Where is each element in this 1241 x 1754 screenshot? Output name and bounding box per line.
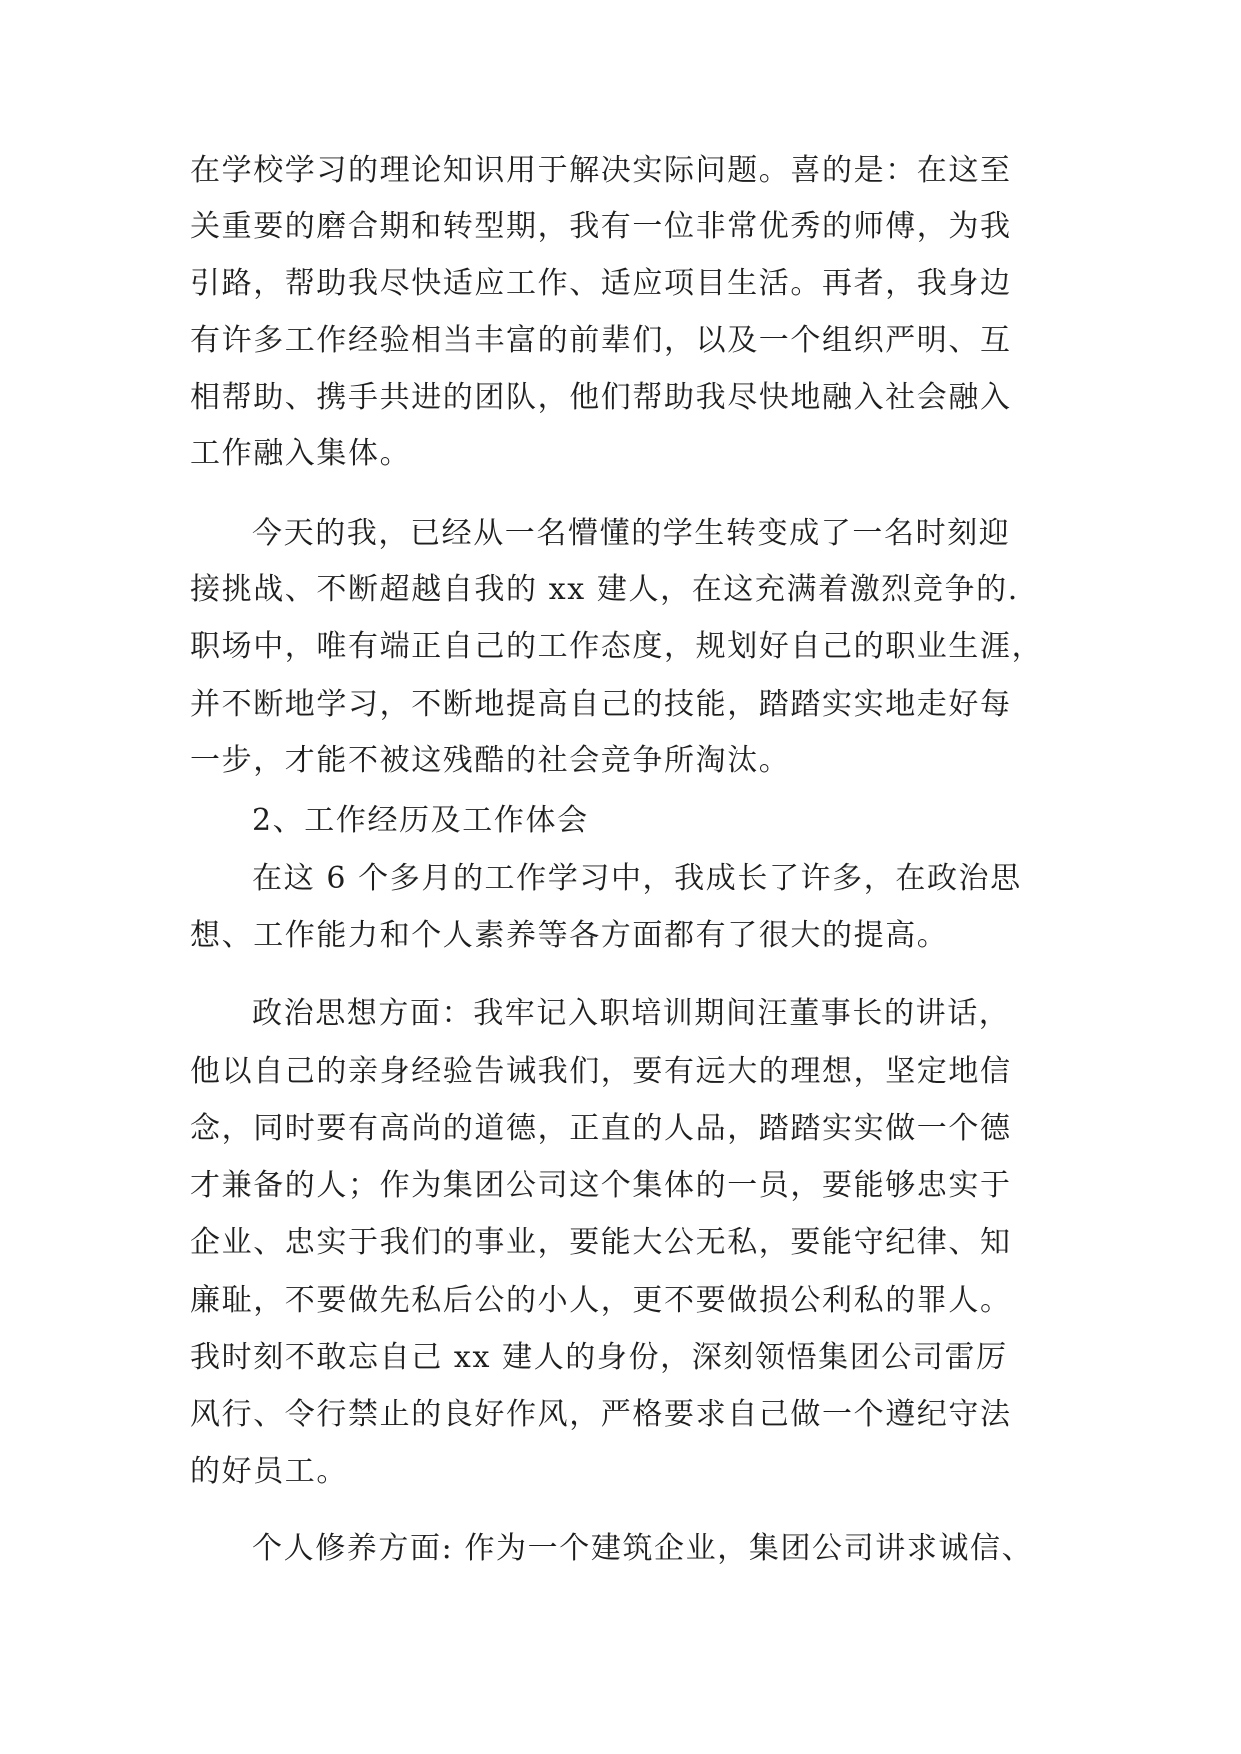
text-line: 风行、令行禁止的良好作风，严格要求自己做一个遵纪守法 — [190, 1397, 1012, 1432]
text-line: 才兼备的人；作为集团公司这个集体的一员，要能够忠实于 — [190, 1168, 1012, 1203]
text-line: 他以自己的亲身经验告诫我们，要有远大的理想，坚定地信 — [190, 1054, 1012, 1089]
text-line: 个人修养方面: 作为一个建筑企业，集团公司讲求诚信、 — [252, 1531, 1034, 1566]
text-line: 关重要的磨合期和转型期，我有一位非常优秀的师傅，为我 — [190, 209, 1012, 244]
text-line: 企业、忠实于我们的事业，要能大公无私，要能守纪律、知 — [190, 1225, 1012, 1260]
text-line: 廉耻，不要做先私后公的小人，更不要做损公利私的罪人。 — [190, 1283, 1012, 1318]
text-line: 有许多工作经验相当丰富的前辈们，以及一个组织严明、互 — [190, 323, 1012, 358]
section-heading: 2、工作经历及工作体会 — [252, 803, 589, 838]
text-line: 念，同时要有高尚的道德，正直的人品，踏踏实实做一个德 — [190, 1111, 1012, 1146]
text-line: 职场中，唯有端正自己的工作态度，规划好自己的职业生涯， — [190, 629, 1044, 664]
text-line: 一步，才能不被这残酷的社会竞争所淘汰。 — [190, 743, 791, 778]
text-line: 今天的我，已经从一名懵懂的学生转变成了一名时刻迎 — [252, 516, 1011, 551]
text-line: 接挑战、不断超越自我的 xx 建人，在这充满着激烈竞争的. — [190, 572, 1019, 607]
text-line: 在这 6 个多月的工作学习中，我成长了许多，在政治思 — [252, 861, 1022, 896]
text-line: 的好员工。 — [190, 1454, 348, 1489]
text-line: 相帮助、携手共进的团队，他们帮助我尽快地融入社会融入 — [190, 380, 1012, 415]
text-line: 想、工作能力和个人素养等各方面都有了很大的提高。 — [190, 918, 949, 953]
text-line: 并不断地学习，不断地提高自己的技能，踏踏实实地走好每 — [190, 687, 1012, 722]
text-line: 政治思想方面：我牢记入职培训期间汪董事长的讲话， — [252, 996, 1011, 1031]
text-line: 我时刻不敢忘自己 xx 建人的身份，深刻领悟集团公司雷厉 — [190, 1340, 1008, 1375]
text-line: 引路，帮助我尽快适应工作、适应项目生活。再者，我身边 — [190, 266, 1012, 301]
text-line: 工作融入集体。 — [190, 436, 412, 471]
text-line: 在学校学习的理论知识用于解决实际问题。喜的是：在这至 — [190, 153, 1012, 188]
